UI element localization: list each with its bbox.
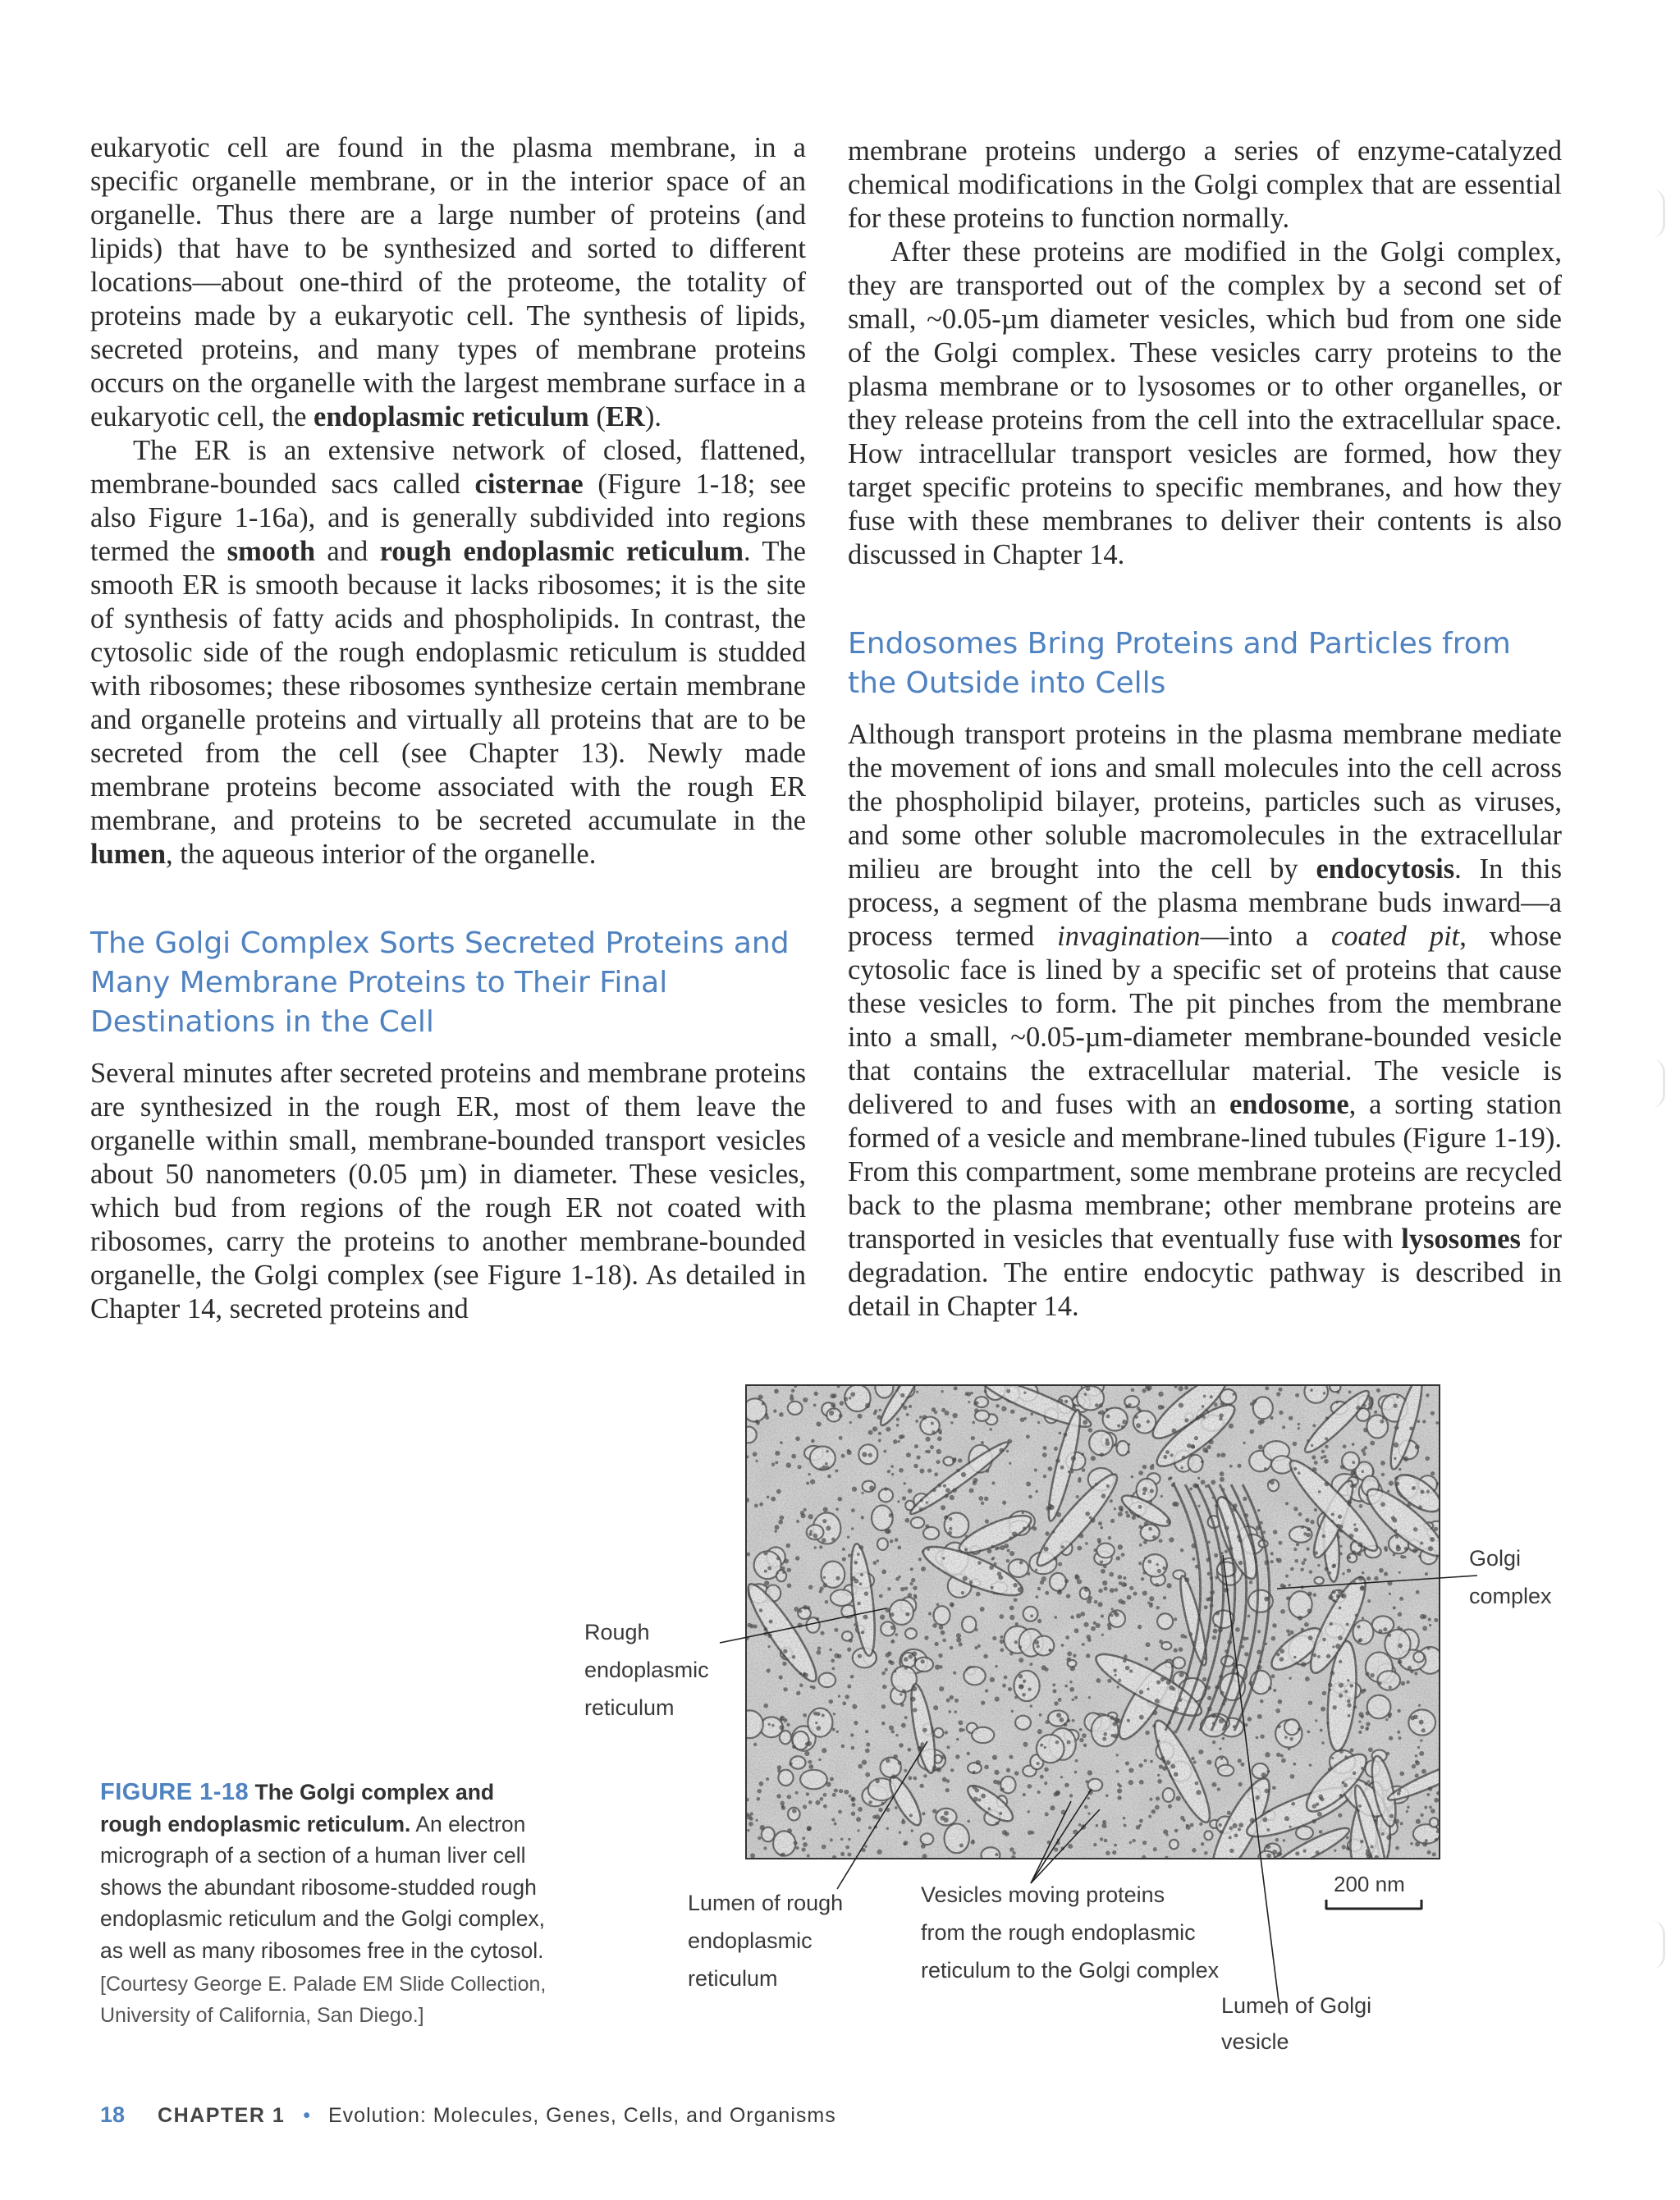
text-run: The ER is an extensive network of closed, flattened, membrane-bounded sacs called [90, 435, 806, 500]
page-number: 18 [100, 2102, 126, 2127]
figure-number: FIGURE 1-18 [100, 1779, 249, 1805]
page-footer [100, 2102, 836, 2128]
key-term: smooth [227, 536, 316, 567]
key-term: endosome [1229, 1089, 1349, 1120]
leader-golgi [1277, 1576, 1477, 1589]
figure-description: An electron micrograph of a section of a human liver cell shows the abundant ribosome-studded rough endoplasmic reticulum and the Golgi complex, as well as many ribosomes free in the cytosol. [100, 1811, 546, 1963]
text-run: . In this process, a segment of the plasma membrane buds inward—a process termed [848, 853, 1562, 952]
text-run: Although transport proteins in the plasma membrane mediate the movement of ions and small molecules into the cell across the phospholipid bilayer, proteins, particles such as viruses, and some other soluble macromolecules in the extracellular milieu are brought into the cell by [848, 719, 1562, 885]
text-run: ). [644, 401, 661, 432]
leader-vesicle-3 [1031, 1809, 1100, 1883]
key-term: endocytosis [1316, 853, 1455, 885]
text-run: , whose cytosolic face is lined by a specific set of proteins that cause these vesicles to form. The pit pinches from the membrane into a small, ~0.05-µm-diameter membrane-bounded vesicle that contains the extracellular material. The vesicle is delivered to and fuses with an [848, 921, 1562, 1120]
figure-credit: [Courtesy George E. Palade EM Slide Collection, University of California, San Diego.] [100, 1972, 547, 2028]
scale-bar-label: 200 nm [1334, 1872, 1405, 1896]
section-heading-endosomes: Endosomes Bring Proteins and Particles from the Outside into Cells [848, 627, 1511, 700]
figure-title: The Golgi complex and rough endoplasmic reticulum. [100, 1780, 495, 1836]
text-run: , a sorting station formed of a vesicle and membrane-lined tubules (Figure 1-19). From this compartment, some membrane proteins are recycled back to the plasma membrane; other membrane proteins are transported in vesicles that eventually fuse with [848, 1089, 1562, 1255]
figure-caption [100, 1777, 560, 2032]
key-term: endoplasmic reticulum [314, 401, 589, 432]
scan-margin-mark [1651, 1920, 1665, 1969]
label-lumen-golgi-vesicle: Lumen of Golgi vesicle [1221, 1993, 1372, 2054]
leader-rough-er [720, 1608, 886, 1643]
leader-lumen-golgi [1223, 1555, 1280, 2015]
italic-term: coated pit [1330, 921, 1460, 952]
text-run: , the aqueous interior of the organelle. [166, 839, 597, 870]
section-heading-golgi: The Golgi Complex Sorts Secreted Proteins and Many Membrane Proteins to Their Final Destinations in the Cell [90, 926, 790, 1039]
text-run: for degradation. The entire endocytic pathway is described in detail in Chapter 14. [848, 1223, 1562, 1322]
scan-margin-mark [1651, 1059, 1665, 1108]
text-run: membrane proteins undergo a series of enzyme-catalyzed chemical modifications in the Golgi complex that are essential for these proteins to function normally. [848, 135, 1562, 234]
text-run: Several minutes after secreted proteins and membrane proteins are synthesized in the rough ER, most of them leave the organelle within small, membrane-bounded transport vesicles about 50 nanometers (0.05 µm) in diameter. These vesicles, which bud from regions of the rough ER not coated with ribosomes, carry the proteins to another membrane-bounded organelle, the Golgi complex (see Figure 1-18). As detailed in Chapter 14, secreted proteins and [90, 1058, 806, 1324]
text-run: —into a [1200, 921, 1331, 952]
chapter-title: Evolution: Molecules, Genes, Cells, and Organisms [328, 2104, 836, 2127]
text-run: eukaryotic cell are found in the plasma membrane, in a specific organelle membrane, or in the interior space of an organelle. Thus there are a large number of proteins (and lipids) that have to be synthesized and sorted to different locations—about one-third of the proteome, the totality of proteins made by a eukaryotic cell. The synthesis of lipids, secreted proteins, and many types of membrane proteins occurs on the organelle with the largest membrane surface in a eukaryotic cell, the [90, 132, 806, 432]
chapter-label: CHAPTER 1 [158, 2104, 286, 2127]
leader-vesicle-1 [1031, 1801, 1071, 1883]
italic-term: invagination [1057, 921, 1201, 952]
label-rough-er: Rough endoplasmic reticulum [584, 1620, 709, 1720]
leader-lumen-rough [837, 1741, 927, 1889]
text-run: ( [588, 401, 606, 432]
label-vesicles: Vesicles moving proteins from the rough endoplasmic reticulum to the Golgi complex [921, 1882, 1220, 1983]
label-golgi-complex: Golgi complex [1469, 1546, 1552, 1608]
leader-vesicle-2 [1031, 1789, 1092, 1883]
text-run: . The smooth ER is smooth because it lacks ribosomes; it is the site of synthesis of fatty acids and phospholipids. In contrast, the cytosolic side of the rough endoplasmic reticulum is studded with ribosomes; these ribosomes synthesize certain membrane and organelle proteins and virtually all proteins that are to be secreted from the cell (see Chapter 13). Newly made membrane proteins become associated with the rough ER membrane, and proteins to be secreted accumulate in the [90, 536, 806, 836]
key-term: rough endoplasmic reticulum [379, 536, 744, 567]
text-run: After these proteins are modified in the Golgi complex, they are transported out of the complex by a second set of small, ~0.05-µm diameter vesicles, which bud from one side of the Golgi complex. These vesicles carry proteins to the plasma membrane or to lysosomes or to other organelles, or they release proteins from the cell into the extracellular space. How intracellular transport vesicles are formed, how they target specific proteins to specific membranes, and how they fuse with these membranes to deliver their contents is also discussed in Chapter 14. [848, 236, 1562, 570]
text-run: and [315, 536, 380, 567]
key-term: ER [605, 401, 645, 432]
label-lumen-rough-er: Lumen of rough endoplasmic reticulum [688, 1891, 844, 1991]
key-term: cisternae [474, 469, 584, 500]
key-term: lumen [90, 839, 167, 870]
scan-margin-mark [1651, 189, 1665, 238]
text-run: (Figure 1-18; see also Figure 1-16a), and is generally subdivided into regions termed the [90, 469, 806, 567]
footer-separator: • [303, 2104, 310, 2127]
key-term: lysosomes [1401, 1223, 1521, 1255]
